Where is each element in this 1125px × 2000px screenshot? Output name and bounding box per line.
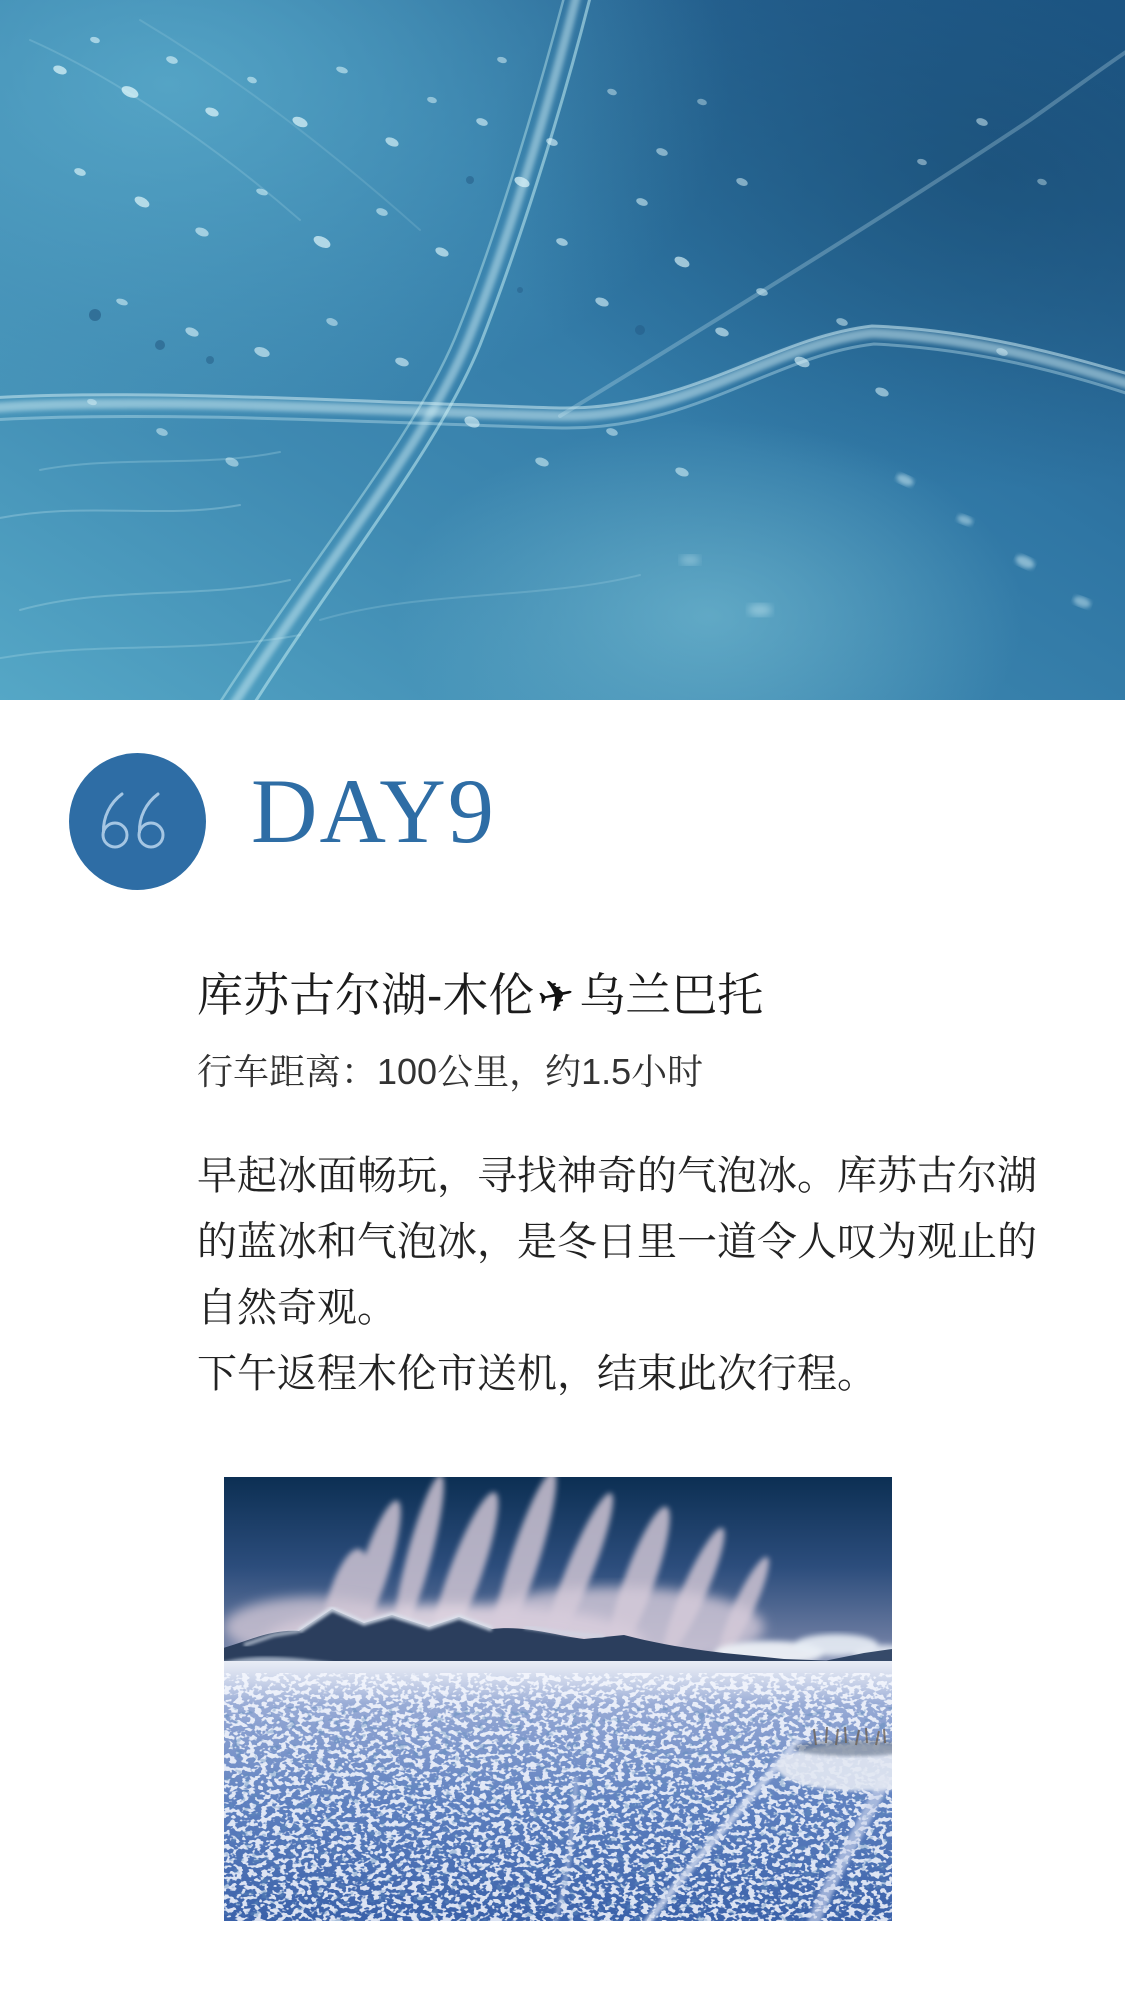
day-heading: DAY9	[251, 760, 496, 862]
day-description	[197, 1143, 1037, 1407]
ice-texture-photo[interactable]	[0, 0, 1125, 700]
description-line: 早起冰面畅玩，寻找神奇的气泡冰。库苏古尔湖	[197, 1154, 1037, 1198]
photo-ice-shadow	[224, 1707, 892, 1921]
double-quote-icon	[93, 787, 183, 857]
ice-texture-art	[0, 0, 1125, 700]
description-line: 自然奇观。	[197, 1286, 397, 1330]
day-badge	[69, 753, 206, 890]
description-line: 的蓝冰和气泡冰，是冬日里一道令人叹为观止的	[197, 1220, 1037, 1264]
plane-icon: ✈	[533, 967, 580, 1026]
route-title	[197, 968, 763, 1024]
route-fly-destination: 乌兰巴托	[579, 969, 764, 1021]
description-line: 下午返程木伦市送机，结束此次行程。	[197, 1352, 877, 1396]
frozen-lake-photo[interactable]	[224, 1477, 892, 1921]
drive-distance-text: 行车距离：100公里，约1.5小时	[197, 1051, 704, 1092]
frozen-lake-art	[224, 1477, 892, 1921]
route-drive-segment: 库苏古尔湖-木伦	[197, 969, 535, 1021]
